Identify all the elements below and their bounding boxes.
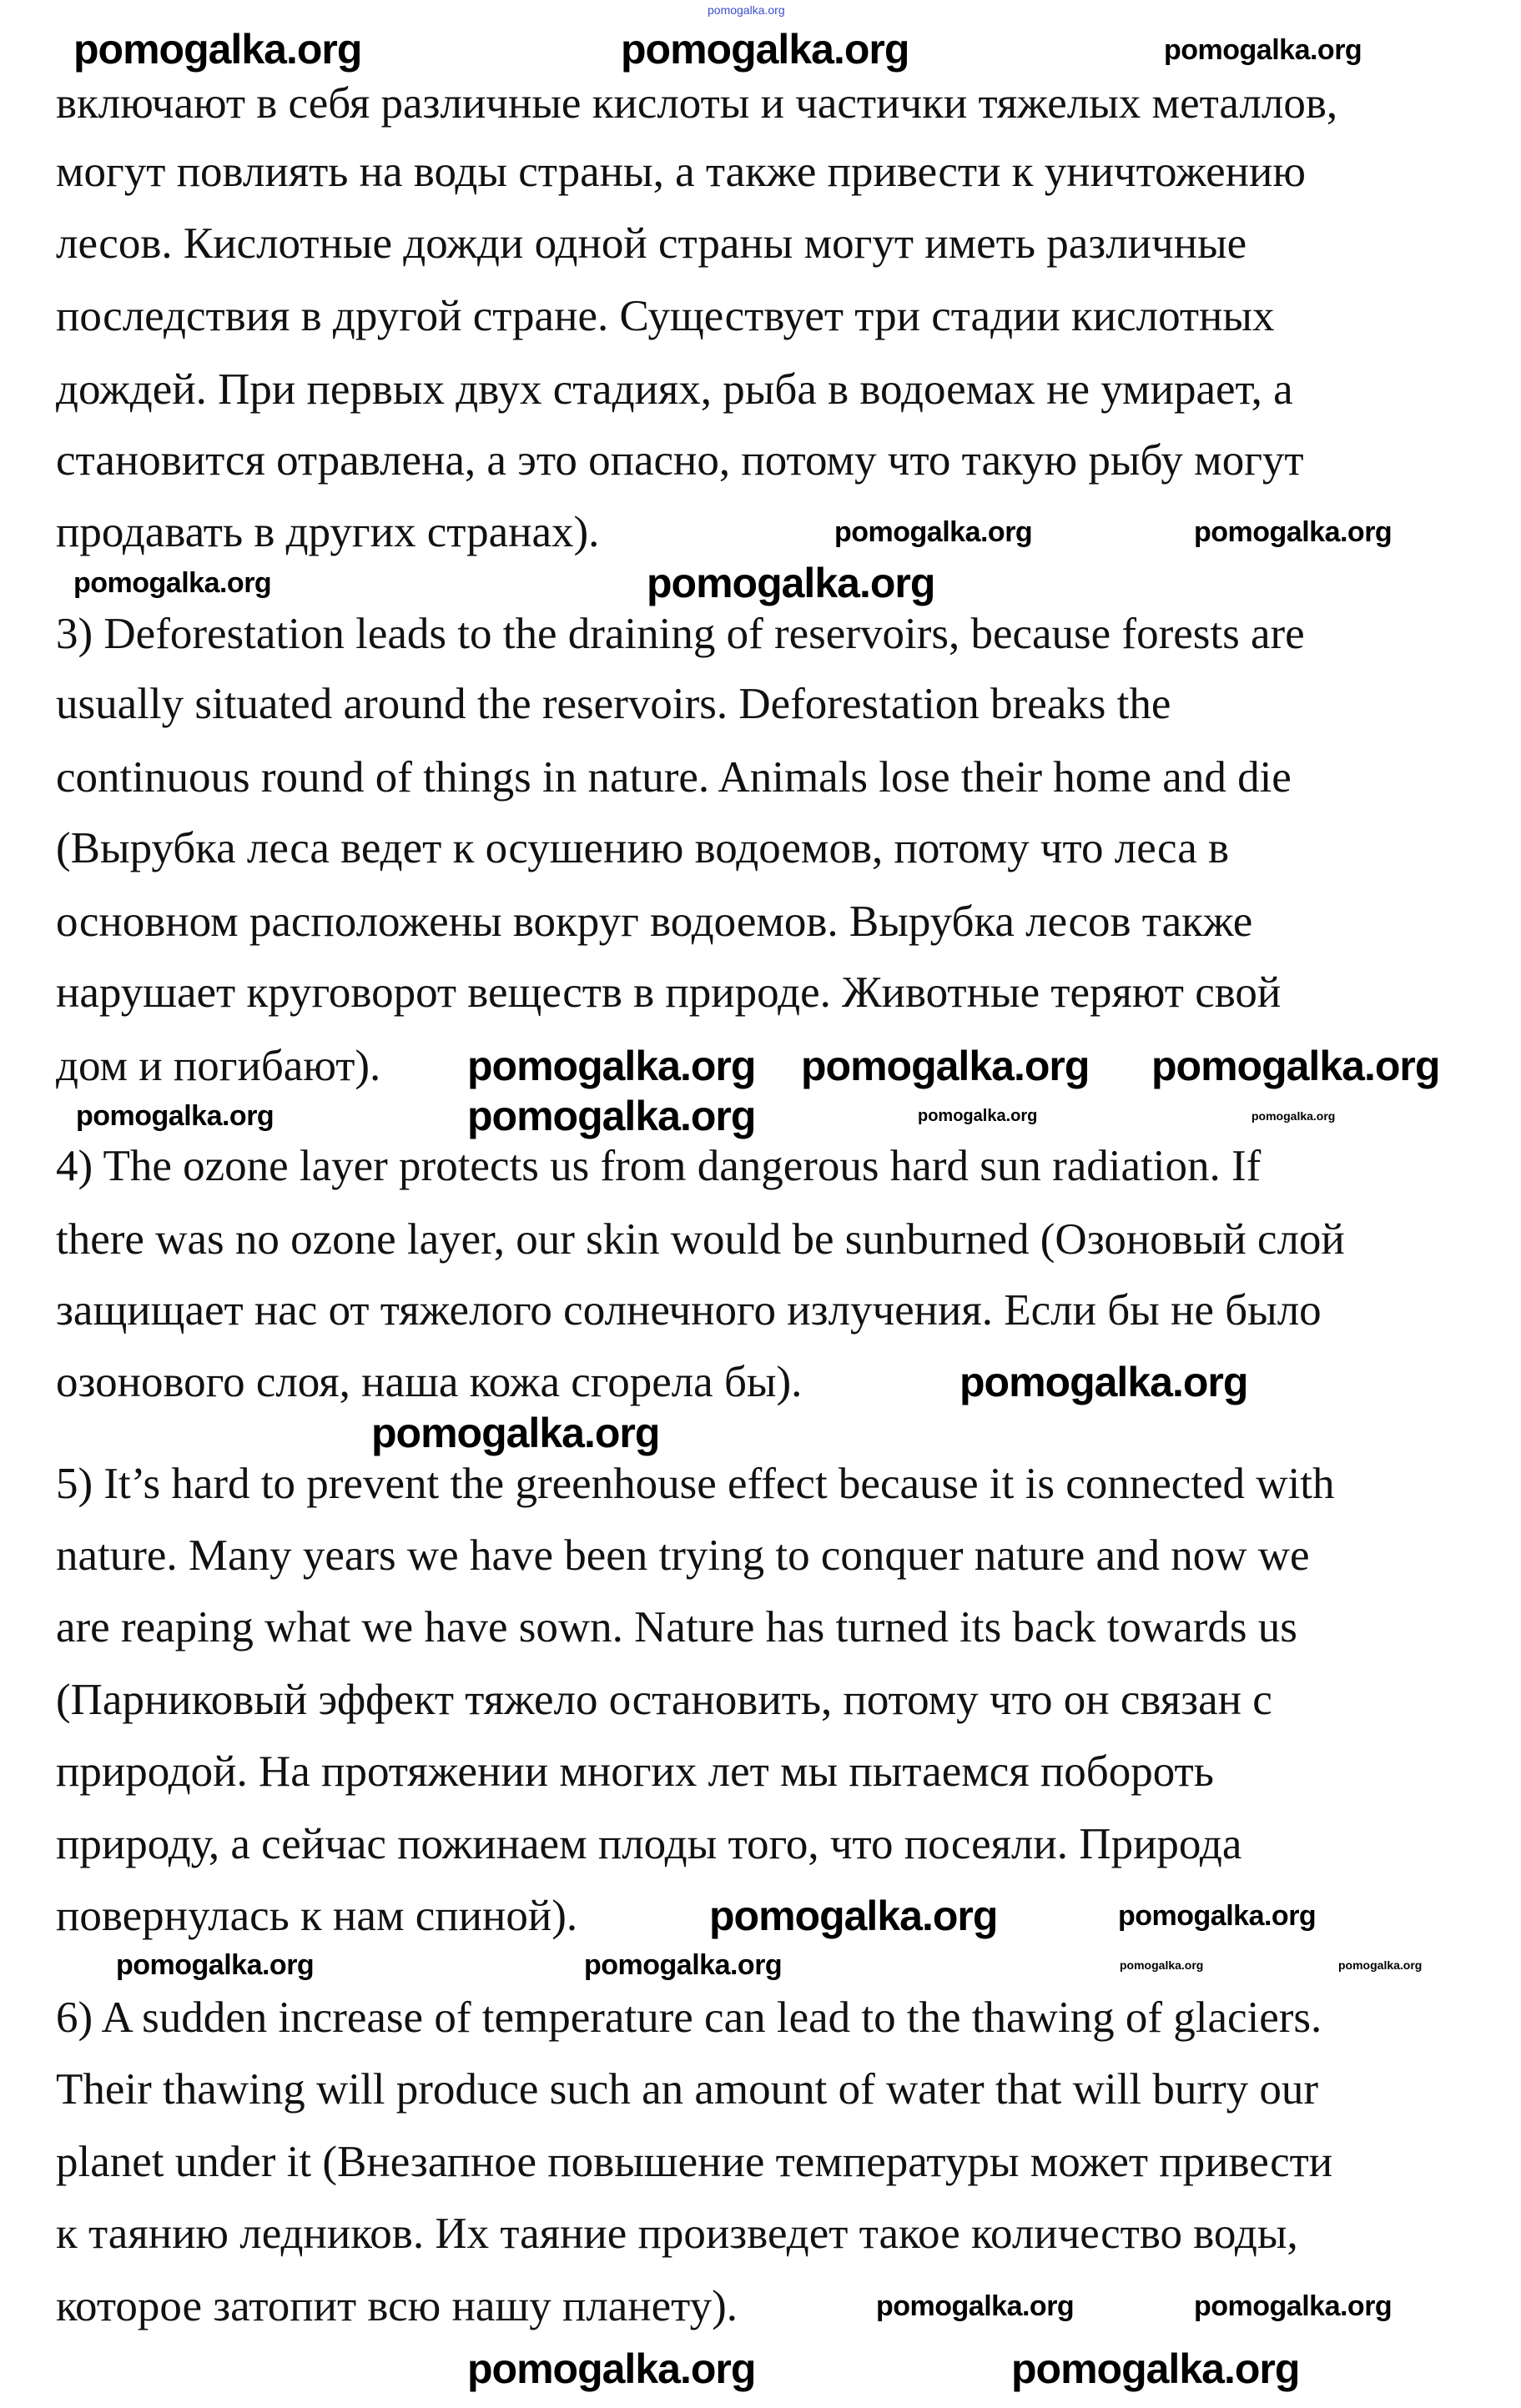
text-line: дождей. При первых двух стадиях, рыба в водоемах не умирает, а [56, 365, 1293, 414]
watermark: pomogalka.org [801, 1043, 1090, 1089]
text-line: planet under it (Внезапное повышение температуры может привести [56, 2138, 1333, 2186]
watermark: pomogalka.org [1151, 1043, 1440, 1089]
text-line: нарушает круговорот веществ в природе. Животные теряют свой [56, 968, 1282, 1017]
text-line: (Парниковый эффект тяжело остановить, потому что он связан с [56, 1676, 1272, 1724]
watermark: pomogalka.org [467, 2345, 756, 2392]
watermark: pomogalka.org [1164, 34, 1362, 66]
text-line: nature. Many years we have been trying to conquer nature and now we [56, 1531, 1310, 1580]
text-line: природой. На протяжении многих лет мы пытаемся побороть [56, 1747, 1214, 1796]
watermark: pomogalka.org [73, 26, 362, 73]
watermark: pomogalka.org [1338, 1958, 1423, 1972]
watermark: pomogalka.org [1194, 516, 1393, 548]
text-line: 3) Deforestation leads to the draining of reservoirs, because forests are [56, 610, 1305, 658]
watermark: pomogalka.org [834, 516, 1033, 548]
watermark: pomogalka.org [371, 1410, 660, 1456]
text-line: защищает нас от тяжелого солнечного излучения. Если бы не было [56, 1286, 1322, 1335]
watermark: pomogalka.org [1120, 1958, 1204, 1972]
watermark: pomogalka.org [647, 560, 935, 606]
text-line: последствия в другой стране. Существует три стадии кислотных [56, 292, 1275, 340]
text-line: (Вырубка леса ведет к осушению водоемов, потому что леса в [56, 824, 1230, 872]
watermark: pomogalka.org [76, 1100, 274, 1132]
text-line: включают в себя различные кислоты и частички тяжелых металлов, [56, 79, 1338, 128]
watermark: pomogalka.org [584, 1949, 783, 1981]
text-line: 5) It’s hard to prevent the greenhouse effect because it is connected with [56, 1460, 1335, 1508]
text-line: Their thawing will produce such an amount of water that will burry our [56, 2065, 1319, 2114]
text-line: могут повлиять на воды страны, а также привести к уничтожению [56, 148, 1307, 196]
watermark: pomogalka.org [1011, 2345, 1300, 2392]
text-line: озонового слоя, наша кожа сгорела бы). [56, 1358, 803, 1406]
text-line: становится отравлена, а это опасно, потому что такую рыбу могут [56, 436, 1304, 485]
watermark: pomogalka.org [959, 1359, 1248, 1405]
text-line: продавать в других странах). [56, 508, 600, 556]
watermark: pomogalka.org [1252, 1109, 1336, 1123]
text-line: лесов. Кислотные дожди одной страны могут иметь различные [56, 219, 1247, 268]
text-line: 4) The ozone layer protects us from dangerous hard sun radiation. If [56, 1142, 1262, 1190]
watermark: pomogalka.org [709, 1893, 998, 1939]
text-line: are reaping what we have sown. Nature has turned its back towards us [56, 1603, 1297, 1651]
text-line: continuous round of things in nature. Animals lose their home and die [56, 753, 1292, 802]
text-line: природу, а сейчас пожинаем плоды того, что посеяли. Природа [56, 1820, 1242, 1868]
watermark: pomogalka.org [467, 1093, 756, 1139]
watermark: pomogalka.org [73, 567, 272, 599]
watermark: pomogalka.org [708, 3, 785, 17]
text-line: к таянию ледников. Их таяние произведет такое количество воды, [56, 2209, 1298, 2258]
text-line: повернулась к нам спиной). [56, 1892, 578, 1940]
text-line: основном расположены вокруг водоемов. Вырубка лесов также [56, 897, 1253, 946]
watermark: pomogalka.org [1118, 1900, 1317, 1932]
text-line: 6) A sudden increase of temperature can lead to the thawing of glaciers. [56, 1993, 1322, 2042]
watermark: pomogalka.org [876, 2290, 1075, 2322]
text-line: usually situated around the reservoirs. Deforestation breaks the [56, 680, 1171, 728]
text-line: дом и погибают). [56, 1042, 381, 1090]
watermark: pomogalka.org [918, 1107, 1038, 1125]
watermark: pomogalka.org [1194, 2290, 1393, 2322]
text-line: которое затопит всю нашу планету). [56, 2282, 738, 2330]
watermark: pomogalka.org [621, 26, 909, 73]
watermark: pomogalka.org [467, 1043, 756, 1089]
watermark: pomogalka.org [116, 1949, 315, 1981]
text-line: there was no ozone layer, our skin would be sunburned (Озоновый слой [56, 1215, 1345, 1264]
